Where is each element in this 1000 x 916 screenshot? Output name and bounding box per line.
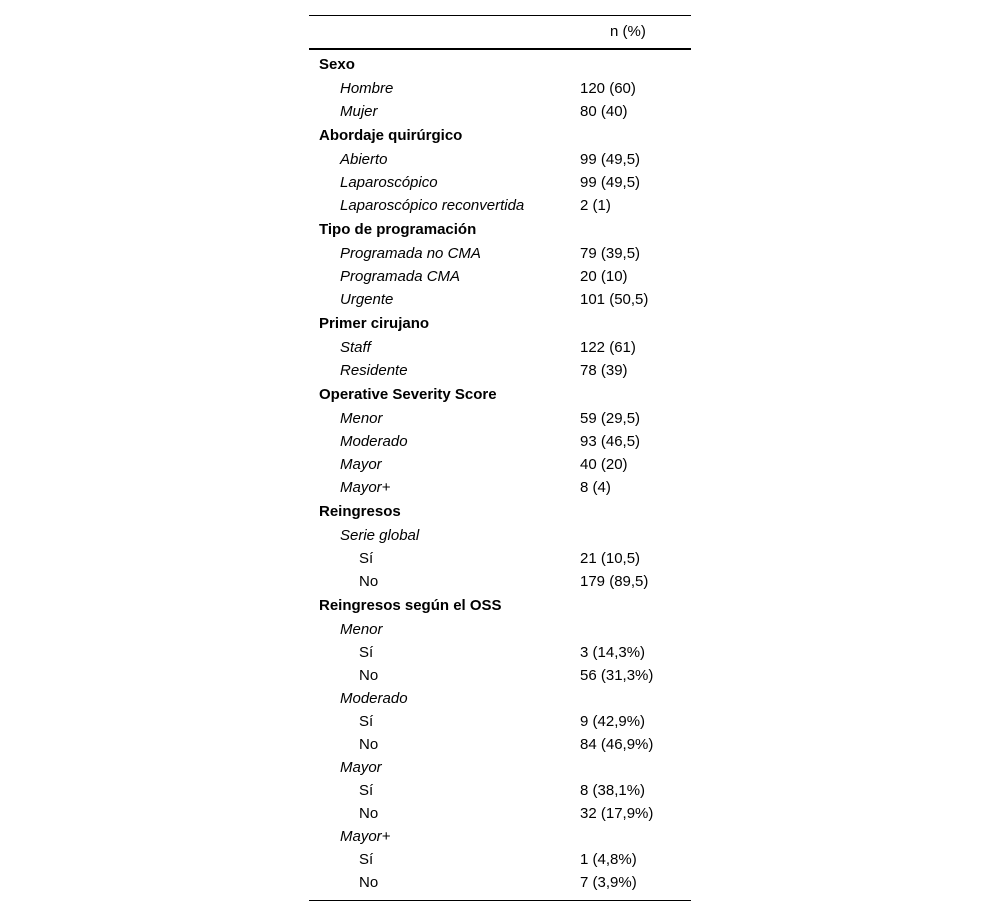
- table-body: [309, 50, 691, 900]
- table-row: [309, 779, 691, 802]
- table-row: [309, 77, 691, 100]
- row-label: No: [359, 667, 379, 684]
- section-label: Sexo: [319, 56, 355, 73]
- row-value: 40 (20): [580, 456, 628, 473]
- table-row: [309, 453, 691, 476]
- row-label: Menor: [340, 621, 383, 638]
- table-header-row: [309, 16, 691, 48]
- row-value: 101 (50,5): [580, 291, 649, 308]
- table-row: [309, 570, 691, 593]
- table-row: [309, 359, 691, 382]
- row-label: Sí: [359, 713, 374, 730]
- table-row: [309, 288, 691, 311]
- table-row: [309, 687, 691, 710]
- section-header-row: [309, 52, 691, 77]
- row-value: 122 (61): [580, 339, 636, 356]
- table-row: [309, 547, 691, 570]
- row-value: 56 (31,3%): [580, 667, 654, 684]
- table-row: [309, 242, 691, 265]
- section-header-row: [309, 217, 691, 242]
- section-header-row: [309, 382, 691, 407]
- table-row: [309, 171, 691, 194]
- section-header-row: [309, 499, 691, 524]
- section-header-row: [309, 593, 691, 618]
- row-label: Sí: [359, 644, 374, 661]
- row-value: 99 (49,5): [580, 151, 641, 168]
- row-value: 99 (49,5): [580, 174, 641, 191]
- statistics-table: [309, 15, 691, 901]
- row-label: Sí: [359, 851, 374, 868]
- row-label: No: [359, 805, 379, 822]
- row-value: 80 (40): [580, 103, 628, 120]
- table-row: [309, 476, 691, 499]
- table-row: [309, 524, 691, 547]
- row-label: Serie global: [340, 527, 420, 544]
- row-value: 7 (3,9%): [580, 874, 637, 891]
- row-value: 59 (29,5): [580, 410, 641, 427]
- row-label: Moderado: [340, 433, 408, 450]
- table-row: [309, 641, 691, 664]
- row-value: 32 (17,9%): [580, 805, 654, 822]
- row-value: 9 (42,9%): [580, 713, 646, 730]
- row-label: Staff: [340, 339, 371, 356]
- row-value: 1 (4,8%): [580, 851, 637, 868]
- row-value: 78 (39): [580, 362, 628, 379]
- row-value: 2 (1): [580, 197, 611, 214]
- row-value: 84 (46,9%): [580, 736, 654, 753]
- section-label: Reingresos según el OSS: [319, 597, 502, 614]
- column-header-n-percent: n (%): [610, 23, 646, 40]
- row-value: 8 (4): [580, 479, 611, 496]
- row-value: 93 (46,5): [580, 433, 641, 450]
- row-value: 179 (89,5): [580, 573, 649, 590]
- row-label: No: [359, 874, 379, 891]
- row-label: Moderado: [340, 690, 408, 707]
- table-row: [309, 336, 691, 359]
- table-row: [309, 100, 691, 123]
- section-label: Primer cirujano: [319, 315, 430, 332]
- row-label: Abierto: [340, 151, 388, 168]
- row-value: 3 (14,3%): [580, 644, 646, 661]
- row-label: Mayor+: [340, 828, 391, 845]
- section-header-row: [309, 123, 691, 148]
- section-label: Operative Severity Score: [319, 386, 497, 403]
- table-row: [309, 407, 691, 430]
- row-label: Residente: [340, 362, 408, 379]
- row-label: No: [359, 573, 379, 590]
- row-value: 20 (10): [580, 268, 628, 285]
- row-label: Mayor: [340, 456, 382, 473]
- row-label: Programada no CMA: [340, 245, 481, 262]
- table-row: [309, 664, 691, 687]
- row-value: 120 (60): [580, 80, 636, 97]
- row-label: Urgente: [340, 291, 394, 308]
- table-row: [309, 871, 691, 894]
- section-label: Reingresos: [319, 503, 401, 520]
- table-row: [309, 825, 691, 848]
- table-row: [309, 848, 691, 871]
- table-row: [309, 265, 691, 288]
- row-label: Sí: [359, 782, 374, 799]
- row-label: Sí: [359, 550, 374, 567]
- section-label: Abordaje quirúrgico: [319, 127, 463, 144]
- row-value: 21 (10,5): [580, 550, 641, 567]
- table-row: [309, 618, 691, 641]
- section-header-row: [309, 311, 691, 336]
- row-value: 8 (38,1%): [580, 782, 646, 799]
- row-label: Mayor+: [340, 479, 391, 496]
- table-row: [309, 194, 691, 217]
- row-label: No: [359, 736, 379, 753]
- bottom-rule: [309, 900, 691, 901]
- section-label: Tipo de programación: [319, 221, 477, 238]
- row-label: Mujer: [340, 103, 378, 120]
- row-label: Laparoscópico: [340, 174, 438, 191]
- table-row: [309, 710, 691, 733]
- table-row: [309, 148, 691, 171]
- row-label: Programada CMA: [340, 268, 461, 285]
- table-row: [309, 756, 691, 779]
- row-label: Laparoscópico reconvertida: [340, 197, 525, 214]
- table-row: [309, 802, 691, 825]
- row-label: Menor: [340, 410, 383, 427]
- row-value: 79 (39,5): [580, 245, 641, 262]
- row-label: Mayor: [340, 759, 382, 776]
- table-row: [309, 733, 691, 756]
- row-label: Hombre: [340, 80, 394, 97]
- table-row: [309, 430, 691, 453]
